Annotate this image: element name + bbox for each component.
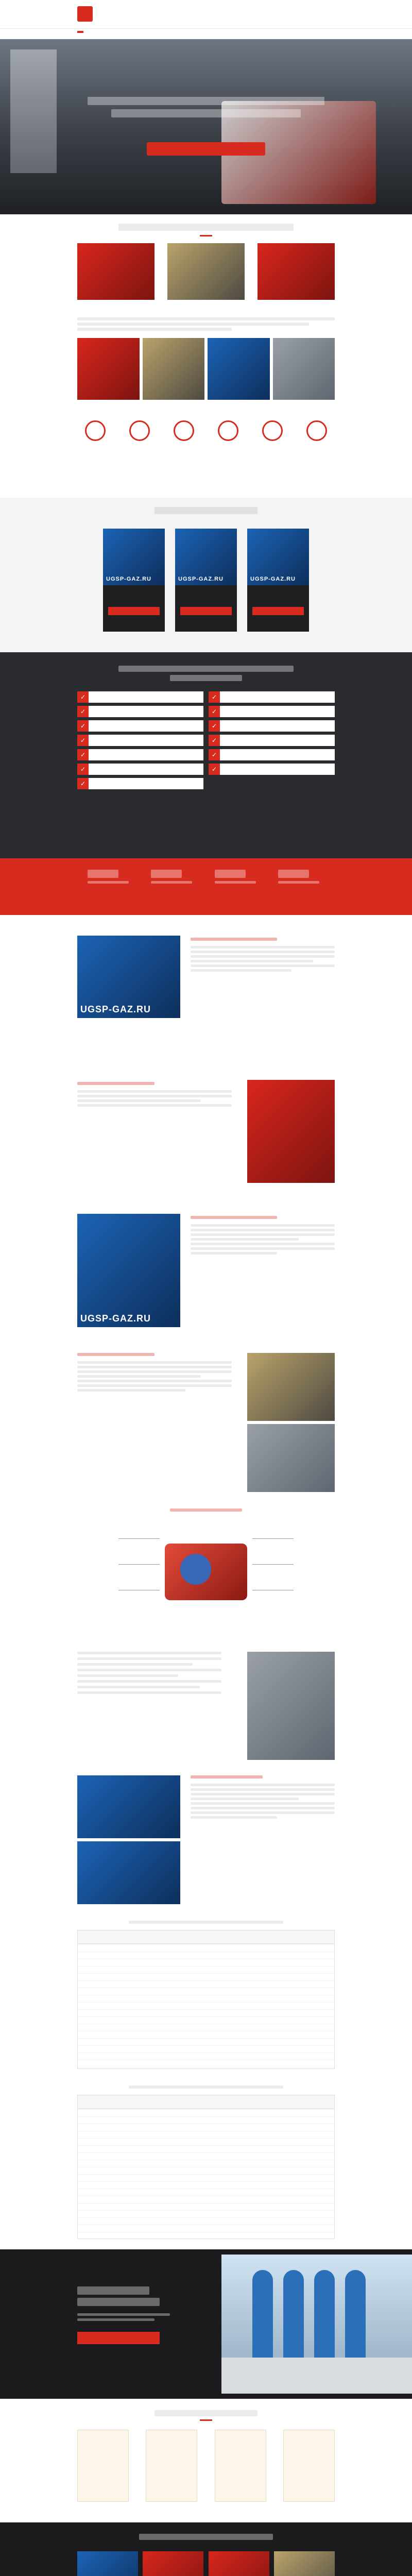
hero-title-placeholder bbox=[88, 97, 324, 117]
consult-image bbox=[221, 2255, 412, 2394]
hero-silos bbox=[10, 49, 57, 173]
check-icon: ✓ bbox=[77, 764, 89, 775]
side-photo bbox=[247, 1652, 335, 1760]
works-item bbox=[77, 735, 203, 746]
lineup-gallery bbox=[77, 338, 335, 400]
boiler-scheme bbox=[118, 1523, 294, 1626]
lineup-card[interactable] bbox=[258, 243, 335, 303]
stack-photo bbox=[247, 1424, 335, 1492]
works-item bbox=[209, 735, 335, 746]
stat-item bbox=[151, 870, 197, 884]
nav-item[interactable] bbox=[77, 31, 83, 33]
unit-photos bbox=[77, 1775, 180, 1904]
stock-section bbox=[0, 2522, 412, 2576]
works-item bbox=[209, 764, 335, 775]
logo[interactable] bbox=[77, 5, 139, 24]
works-item bbox=[209, 749, 335, 760]
stock-photo[interactable] bbox=[77, 2551, 138, 2576]
consult-section bbox=[0, 2249, 412, 2399]
offer-card-button[interactable] bbox=[108, 607, 160, 615]
about-block-3 bbox=[0, 1204, 412, 1348]
consult-button[interactable] bbox=[77, 2332, 160, 2344]
offer-card-button[interactable] bbox=[180, 607, 232, 615]
feature-icon bbox=[306, 420, 327, 441]
offer-card[interactable] bbox=[175, 529, 237, 632]
feature-item bbox=[77, 420, 113, 444]
feature-icon bbox=[174, 420, 194, 441]
unit-photo bbox=[77, 1841, 180, 1904]
logo-mark-icon bbox=[77, 6, 93, 22]
hero-cta-button[interactable] bbox=[147, 142, 265, 156]
gallery-photo bbox=[77, 338, 140, 400]
site-header bbox=[0, 0, 412, 29]
feature-item bbox=[210, 420, 246, 444]
feature-icon bbox=[262, 420, 283, 441]
works-item bbox=[77, 749, 203, 760]
lineup-card-image bbox=[167, 243, 245, 300]
stock-photo[interactable] bbox=[143, 2551, 203, 2576]
works-item bbox=[209, 720, 335, 732]
features-section bbox=[0, 410, 412, 498]
stock-photo[interactable] bbox=[209, 2551, 269, 2576]
lineup-card[interactable] bbox=[77, 243, 154, 303]
text-photos-section bbox=[0, 1348, 412, 1502]
certificate-card[interactable] bbox=[283, 2430, 335, 2502]
about-image: UGSP-GAZ.RU bbox=[77, 1214, 180, 1327]
about-image: UGSP-GAZ.RU bbox=[77, 936, 180, 1018]
works-section bbox=[0, 652, 412, 858]
check-icon: ✓ bbox=[209, 720, 220, 732]
offer-card-image: UGSP-GAZ.RU bbox=[103, 529, 165, 585]
scheme-section bbox=[0, 1502, 412, 1647]
gallery-photo bbox=[208, 338, 270, 400]
check-icon: ✓ bbox=[209, 706, 220, 717]
photo-stack bbox=[247, 1353, 335, 1492]
lineup-card-image bbox=[77, 243, 154, 300]
about-image bbox=[247, 1080, 335, 1183]
gallery-photo bbox=[273, 338, 335, 400]
check-icon: ✓ bbox=[209, 691, 220, 703]
certificate-card[interactable] bbox=[77, 2430, 129, 2502]
certificate-card[interactable] bbox=[215, 2430, 266, 2502]
feature-icon bbox=[129, 420, 150, 441]
stack-photo bbox=[247, 1353, 335, 1421]
offer-card-name bbox=[247, 585, 309, 591]
gallery-photo bbox=[143, 338, 205, 400]
check-icon: ✓ bbox=[209, 749, 220, 760]
works-item bbox=[77, 691, 203, 703]
lineup-section bbox=[0, 214, 412, 410]
offer-card[interactable] bbox=[247, 529, 309, 632]
stat-item bbox=[278, 870, 324, 884]
check-icon: ✓ bbox=[77, 691, 89, 703]
main-nav bbox=[0, 29, 412, 39]
unit-photo bbox=[77, 1775, 180, 1838]
certificate-card[interactable] bbox=[146, 2430, 197, 2502]
specs-table-section-2 bbox=[0, 2079, 412, 2249]
works-item bbox=[209, 691, 335, 703]
specs-table-section-1 bbox=[0, 1914, 412, 2079]
offer-card-name bbox=[175, 585, 237, 591]
units-text-section bbox=[0, 1770, 412, 1914]
feature-item bbox=[166, 420, 202, 444]
check-icon: ✓ bbox=[77, 749, 89, 760]
check-icon: ✓ bbox=[77, 720, 89, 732]
check-icon: ✓ bbox=[209, 735, 220, 746]
certificates-section bbox=[0, 2399, 412, 2522]
hero bbox=[0, 39, 412, 214]
works-item bbox=[209, 706, 335, 717]
feature-item bbox=[254, 420, 290, 444]
list-photos-section bbox=[0, 1647, 412, 1770]
about-block-1 bbox=[0, 915, 412, 1070]
feature-item bbox=[299, 420, 335, 444]
offer-card-image: UGSP-GAZ.RU bbox=[247, 529, 309, 585]
check-icon: ✓ bbox=[209, 764, 220, 775]
offer-card-name bbox=[103, 585, 165, 591]
works-item bbox=[77, 706, 203, 717]
offer-section bbox=[0, 498, 412, 652]
stats-section bbox=[0, 858, 412, 915]
specs-table bbox=[77, 1930, 335, 2069]
offer-card[interactable] bbox=[103, 529, 165, 632]
works-item bbox=[77, 764, 203, 775]
offer-card-button[interactable] bbox=[252, 607, 304, 615]
about-block-2 bbox=[0, 1070, 412, 1204]
works-item bbox=[77, 720, 203, 732]
feature-icon bbox=[218, 420, 238, 441]
check-icon: ✓ bbox=[77, 706, 89, 717]
lineup-card-image bbox=[258, 243, 335, 300]
works-list bbox=[77, 691, 335, 789]
header-contacts bbox=[273, 4, 335, 25]
stock-photo[interactable] bbox=[274, 2551, 335, 2576]
stat-item bbox=[88, 870, 134, 884]
check-icon: ✓ bbox=[77, 735, 89, 746]
lineup-card[interactable] bbox=[167, 243, 245, 303]
feature-icon bbox=[85, 420, 106, 441]
feature-item bbox=[122, 420, 158, 444]
stat-item bbox=[215, 870, 261, 884]
specs-table bbox=[77, 2095, 335, 2239]
works-item bbox=[77, 778, 203, 789]
check-icon: ✓ bbox=[77, 778, 89, 789]
offer-card-image: UGSP-GAZ.RU bbox=[175, 529, 237, 585]
